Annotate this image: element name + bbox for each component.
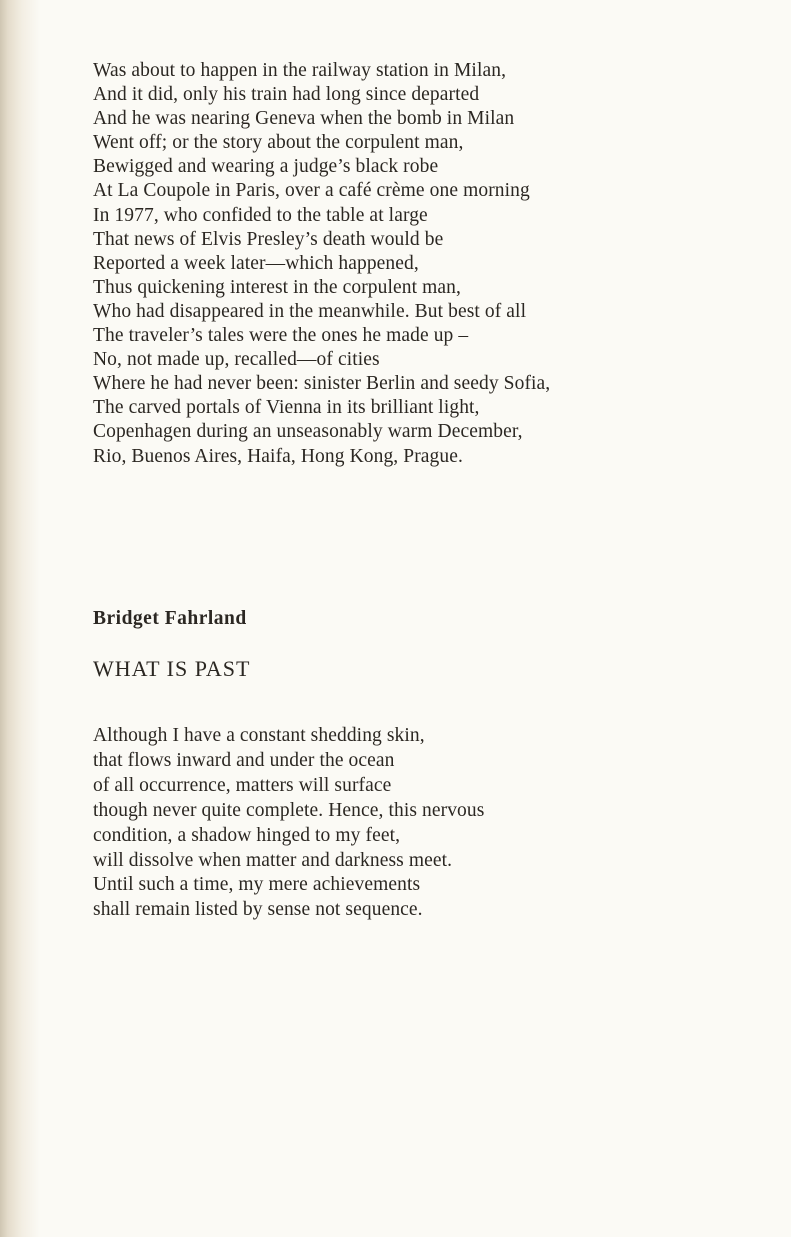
- poem-line: The traveler’s tales were the ones he made up –: [93, 325, 469, 347]
- poem-line: And he was nearing Geneva when the bomb in Milan: [93, 108, 515, 130]
- poem-line: And it did, only his train had long since departed: [93, 84, 480, 106]
- poem-what-is-past: [93, 724, 484, 923]
- poem-line: Where he had never been: sinister Berlin and seedy Sofia,: [93, 373, 551, 395]
- poem-line: Until such a time, my mere achievements: [93, 874, 421, 896]
- poem-line: That news of Elvis Presley’s death would be: [93, 228, 444, 250]
- poem-author: Bridget Fahrland: [93, 608, 247, 629]
- poem-title: WHAT IS PAST: [93, 656, 251, 681]
- poem-line: Was about to happen in the railway station in Milan,: [93, 60, 507, 81]
- poem-line: will dissolve when matter and darkness meet.: [93, 849, 453, 871]
- poem-line: At La Coupole in Paris, over a café crème one morning: [93, 180, 530, 202]
- poem-line: Thus quickening interest in the corpulent man,: [93, 276, 461, 298]
- poem-line: though never quite complete. Hence, this nervous: [93, 799, 485, 821]
- poem-line: Although I have a constant shedding skin,: [93, 725, 425, 746]
- poem-line: Copenhagen during an unseasonably warm December,: [93, 421, 523, 443]
- poem-line: Who had disappeared in the meanwhile. But best of all: [93, 300, 527, 322]
- poem-line: condition, a shadow hinged to my feet,: [93, 824, 401, 846]
- poem-line: No, not made up, recalled—of cities: [93, 349, 380, 371]
- poem-line: In 1977, who confided to the table at large: [93, 204, 428, 226]
- poem-line: of all occurrence, matters will surface: [93, 774, 392, 796]
- poem-line: Rio, Buenos Aires, Haifa, Hong Kong, Prague.: [93, 445, 463, 467]
- poem-line: Reported a week later—which happened,: [93, 252, 419, 274]
- poem-line: Bewigged and wearing a judge’s black robe: [93, 156, 439, 178]
- poem-line: that flows inward and under the ocean: [93, 749, 395, 771]
- poem-line: shall remain listed by sense not sequence.: [93, 899, 423, 921]
- page-binding-shadow: [0, 0, 40, 1237]
- poem-line: Went off; or the story about the corpulent man,: [93, 132, 464, 154]
- poem-continued: [93, 59, 550, 469]
- poem-line: The carved portals of Vienna in its brilliant light,: [93, 397, 480, 419]
